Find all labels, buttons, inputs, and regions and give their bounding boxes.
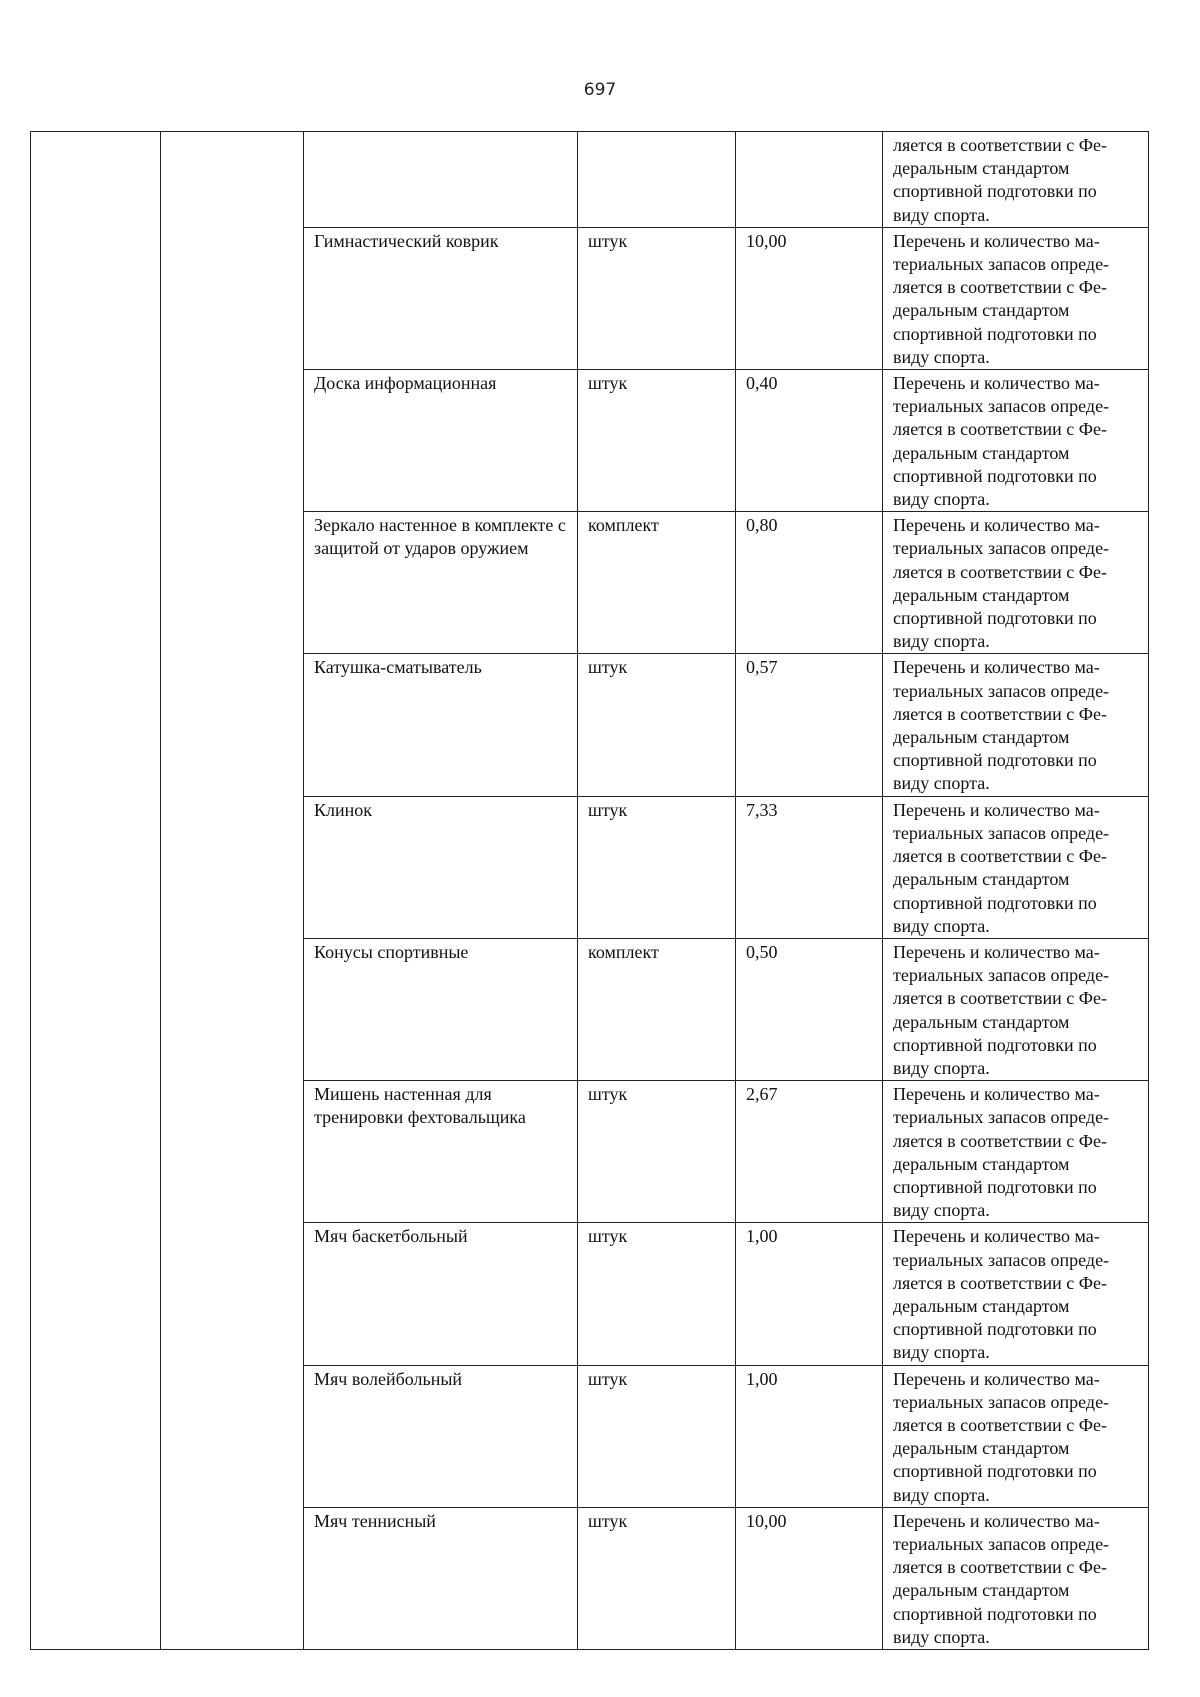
item-qty-cell: 7,33: [736, 796, 883, 938]
item-note-cell: Перечень и количество ма- териальных запасов опреде- ляется в соответствии с Фе- деральным стандартом спортивной подготовки по виду спорта.: [883, 227, 1149, 369]
item-unit-cell: штук: [578, 370, 736, 512]
item-name-cell: Мяч теннисный: [304, 1507, 578, 1649]
item-note-cell: Перечень и количество ма- териальных запасов опреде- ляется в соответствии с Фе- деральным стандартом спортивной подготовки по виду спорта.: [883, 654, 1149, 796]
item-unit-cell: штук: [578, 654, 736, 796]
item-unit-cell: штук: [578, 1223, 736, 1365]
page-number: 697: [583, 80, 617, 100]
item-name-cell: Клинок: [304, 796, 578, 938]
item-note-cell: Перечень и количество ма- териальных запасов опреде- ляется в соответствии с Фе- деральным стандартом спортивной подготовки по виду спорта.: [883, 796, 1149, 938]
item-note-cell: ляется в соответствии с Фе- деральным стандартом спортивной подготовки по виду спорта.: [883, 132, 1149, 228]
item-unit-cell: комплект: [578, 938, 736, 1080]
item-name-cell: [304, 132, 578, 228]
merged-cell-col2: [161, 132, 304, 1650]
item-qty-cell: [736, 132, 883, 228]
item-name-cell: Зеркало настенное в комплекте с защитой от ударов оружием: [304, 512, 578, 654]
item-unit-cell: штук: [578, 227, 736, 369]
equipment-table: [30, 131, 1149, 1650]
item-name-cell: Гимнастический коврик: [304, 227, 578, 369]
item-qty-cell: 10,00: [736, 1507, 883, 1649]
table-body: [31, 132, 1149, 1650]
item-note-cell: Перечень и количество ма- териальных запасов опреде- ляется в соответствии с Фе- деральным стандартом спортивной подготовки по виду спорта.: [883, 1507, 1149, 1649]
item-note-cell: Перечень и количество ма- териальных запасов опреде- ляется в соответствии с Фе- деральным стандартом спортивной подготовки по виду спорта.: [883, 512, 1149, 654]
merged-cell-col1: [31, 132, 161, 1650]
item-unit-cell: штук: [578, 796, 736, 938]
item-qty-cell: 1,00: [736, 1365, 883, 1507]
item-qty-cell: 0,40: [736, 370, 883, 512]
item-name-cell: Мишень настенная для тренировки фехтовальщика: [304, 1081, 578, 1223]
item-qty-cell: 0,50: [736, 938, 883, 1080]
item-name-cell: Доска информационная: [304, 370, 578, 512]
item-name-cell: Конусы спортивные: [304, 938, 578, 1080]
table-row-continuation: [31, 132, 1149, 228]
item-qty-cell: 10,00: [736, 227, 883, 369]
item-note-cell: Перечень и количество ма- териальных запасов опреде- ляется в соответствии с Фе- деральным стандартом спортивной подготовки по виду спорта.: [883, 1081, 1149, 1223]
item-qty-cell: 2,67: [736, 1081, 883, 1223]
item-note-cell: Перечень и количество ма- териальных запасов опреде- ляется в соответствии с Фе- деральным стандартом спортивной подготовки по виду спорта.: [883, 938, 1149, 1080]
item-unit-cell: штук: [578, 1365, 736, 1507]
item-note-cell: Перечень и количество ма- териальных запасов опреде- ляется в соответствии с Фе- деральным стандартом спортивной подготовки по виду спорта.: [883, 1223, 1149, 1365]
item-unit-cell: [578, 132, 736, 228]
item-qty-cell: 1,00: [736, 1223, 883, 1365]
item-note-cell: Перечень и количество ма- териальных запасов опреде- ляется в соответствии с Фе- деральным стандартом спортивной подготовки по виду спорта.: [883, 370, 1149, 512]
item-note-cell: Перечень и количество ма- териальных запасов опреде- ляется в соответствии с Фе- деральным стандартом спортивной подготовки по виду спорта.: [883, 1365, 1149, 1507]
item-unit-cell: штук: [578, 1507, 736, 1649]
item-unit-cell: комплект: [578, 512, 736, 654]
item-name-cell: Мяч волейбольный: [304, 1365, 578, 1507]
item-qty-cell: 0,80: [736, 512, 883, 654]
item-qty-cell: 0,57: [736, 654, 883, 796]
item-name-cell: Мяч баскетбольный: [304, 1223, 578, 1365]
item-name-cell: Катушка-сматыватель: [304, 654, 578, 796]
item-unit-cell: штук: [578, 1081, 736, 1223]
